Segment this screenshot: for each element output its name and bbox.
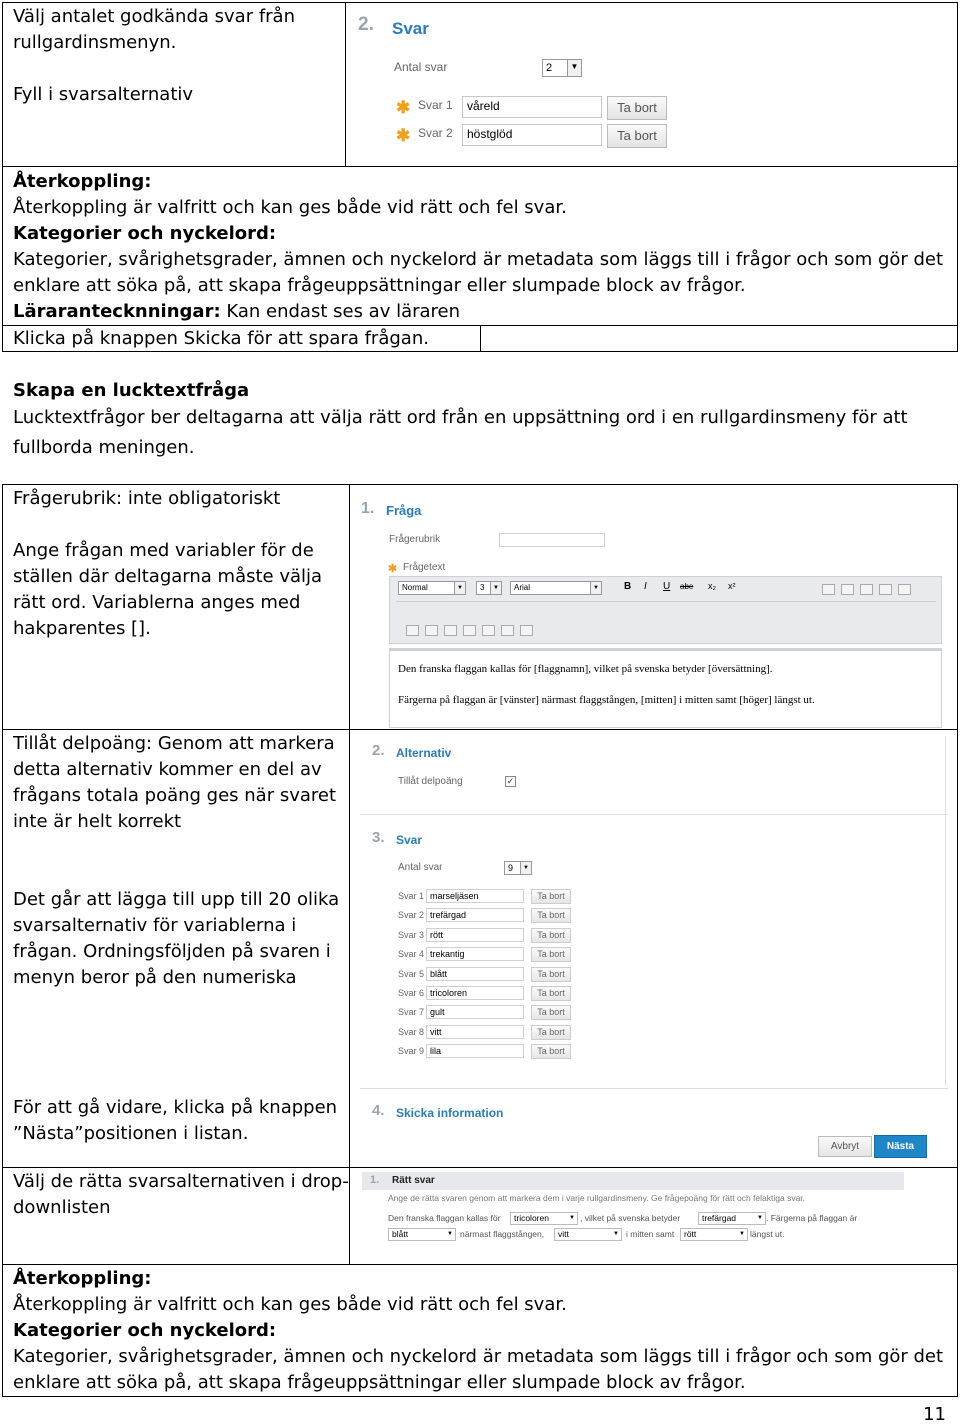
- question-editor[interactable]: [389, 648, 942, 728]
- section-number: 4.: [372, 1102, 385, 1119]
- remove-button[interactable]: Ta bort: [531, 928, 571, 943]
- answers-note-line: Det går att lägga till upp till 20 olika: [13, 889, 340, 910]
- alternativ-svar-screenshot: [360, 736, 948, 1086]
- svar-label: Svar 7: [398, 1007, 425, 1018]
- chevron-down-icon: ▼: [445, 1229, 455, 1240]
- teacher-notes-heading: Lärarantecknningar:: [13, 301, 221, 322]
- spellcheck-icon[interactable]: [822, 584, 835, 595]
- svar-input[interactable]: lila: [426, 1044, 524, 1058]
- size-select-value: 3: [480, 583, 485, 592]
- table2-vertical-divider: [349, 484, 350, 1264]
- answer-dropdown[interactable]: [554, 1228, 622, 1241]
- sentence-fragment: Den franska flaggan kallas för: [388, 1213, 501, 1223]
- table2-row-divider: [2, 729, 958, 730]
- chevron-down-icon: ▼: [520, 862, 531, 874]
- remove-button[interactable]: Ta bort: [607, 96, 667, 120]
- remove-button[interactable]: Ta bort: [531, 947, 571, 962]
- section-number: 3.: [372, 829, 385, 846]
- required-star-icon: ✱: [396, 98, 411, 117]
- chevron-down-icon: ▼: [590, 582, 601, 594]
- remove-button[interactable]: Ta bort: [531, 1005, 571, 1020]
- section-text: fullborda meningen.: [13, 437, 195, 458]
- fragerubrik-label: Frågerubrik: [389, 534, 441, 545]
- top-divider-vertical: [345, 2, 346, 167]
- teacher-notes: [13, 299, 460, 325]
- section-header-bar: [362, 1172, 904, 1190]
- skicka-screenshot: [360, 1088, 948, 1164]
- answer-dropdown[interactable]: [680, 1228, 748, 1241]
- antal-svar-value: 2: [546, 62, 553, 74]
- next-button[interactable]: Nästa: [874, 1135, 927, 1158]
- answer-dropdown-value: trefärgad: [702, 1213, 737, 1223]
- section-title: Fråga: [386, 503, 422, 518]
- image-icon[interactable]: [406, 625, 419, 636]
- answers-note-line: menyn beror på den numeriska: [13, 967, 297, 988]
- answer-dropdown[interactable]: [698, 1212, 766, 1225]
- style-select-value: Normal: [402, 583, 428, 592]
- style-select[interactable]: [398, 581, 466, 595]
- section-title: Svar: [392, 19, 429, 38]
- antal-svar-label: Antal svar: [394, 60, 448, 74]
- select-answers-line: Välj de rätta svarsalternativen i drop-: [13, 1171, 349, 1192]
- paste-icon[interactable]: [841, 584, 854, 595]
- editor-text-line: Färgerna på flaggan är [vänster] närmast flaggstången, [mitten] i mitten samt [höger] längst ut.: [398, 694, 815, 706]
- fragerubrik-input[interactable]: [499, 533, 605, 547]
- categories-heading: Kategorier och nyckelord:: [13, 223, 277, 244]
- categories-text: Kategorier, svårighetsgrader, ämnen och nyckelord är metadata som läggs till i frågor och som gör det: [13, 1346, 944, 1367]
- delpoang-checkbox[interactable]: ✓: [506, 776, 515, 786]
- italic-button[interactable]: I: [644, 581, 647, 592]
- teacher-notes-text: Kan endast ses av läraren: [220, 301, 461, 322]
- select-answers-line: downlisten: [13, 1197, 111, 1218]
- answer-dropdown-value: tricoloren: [514, 1213, 549, 1223]
- cancel-button[interactable]: Avbryt: [818, 1136, 872, 1157]
- remove-button[interactable]: Ta bort: [607, 124, 667, 148]
- page-number: 11: [923, 1404, 946, 1425]
- chevron-down-icon: ▼: [611, 1229, 621, 1240]
- answers-note-line: frågan. Ordningsföljden på svaren i: [13, 941, 331, 962]
- feedback-text: Återkoppling är valfritt och kan ges både vid rätt och fel svar.: [13, 197, 567, 218]
- strikethrough-button[interactable]: abe: [680, 582, 694, 591]
- svar-input[interactable]: rött: [426, 928, 524, 942]
- underline-button[interactable]: U: [663, 581, 671, 592]
- svar-input[interactable]: vitt: [426, 1025, 524, 1039]
- answer-dropdown[interactable]: [388, 1228, 456, 1241]
- feedback-heading: Återkoppling:: [13, 171, 152, 192]
- toolbar-icon-group: [822, 582, 917, 600]
- sentence-fragment: närmast flaggstången,: [460, 1229, 545, 1239]
- partial-credit-note-line: frågans totala poäng ges när svaret: [13, 785, 337, 806]
- remove-button[interactable]: Ta bort: [531, 889, 571, 904]
- sentence-fragment: . Färgerna på flaggan är: [766, 1213, 858, 1223]
- antal-svar-select[interactable]: [542, 59, 582, 77]
- partial-credit-note-line: detta alternativ kommer en del av: [13, 759, 322, 780]
- chevron-down-icon: ▼: [755, 1213, 765, 1224]
- svar-label: Svar 3: [398, 929, 425, 940]
- svar-label: Svar 4: [398, 949, 425, 960]
- categories-text: Kategorier, svårighetsgrader, ämnen och nyckelord är metadata som läggs till i frågor och som gör det: [13, 249, 944, 270]
- svar-label: Svar 2: [398, 910, 425, 921]
- section-divider: [360, 814, 948, 815]
- required-star-icon: ✱: [396, 126, 411, 145]
- svar-input[interactable]: gult: [426, 1005, 524, 1019]
- fraga-screenshot: [355, 492, 950, 728]
- antal-svar-value: 9: [508, 863, 514, 873]
- fragetext-label: Frågetext: [403, 562, 446, 573]
- feedback-text: Återkoppling är valfritt och kan ges både vid rätt och fel svar.: [13, 1294, 567, 1315]
- svar-screenshot: [350, 8, 950, 163]
- section-title: Svar: [396, 833, 423, 847]
- table-icon[interactable]: [501, 625, 514, 636]
- instruction-line: Välj antalet godkända svar från: [13, 6, 295, 27]
- indent-icon[interactable]: [879, 584, 892, 595]
- unlink-icon[interactable]: [482, 625, 495, 636]
- required-star-icon: ✱: [388, 563, 398, 575]
- next-instruction-line: ”Nästa”positionen i listan.: [13, 1123, 249, 1144]
- partial-credit-note-line: inte är helt korrekt: [13, 811, 182, 832]
- section-title: Alternativ: [396, 746, 452, 760]
- media-icon[interactable]: [425, 625, 438, 636]
- toolbar-divider: [396, 601, 936, 602]
- svar-label: Svar 6: [398, 988, 425, 998]
- answer-dropdown-value: rött: [684, 1229, 697, 1239]
- answers-note-line: svarsalternativ för variablerna i: [13, 915, 297, 936]
- table2-row-divider: [2, 1167, 958, 1168]
- remove-button[interactable]: Ta bort: [531, 908, 571, 923]
- answer-dropdown[interactable]: [510, 1212, 578, 1225]
- section-number: 1.: [361, 500, 375, 517]
- chevron-down-icon: ▼: [567, 60, 581, 76]
- link-icon[interactable]: [463, 625, 476, 636]
- question-instruction-line: ställen där deltagarna måste välja: [13, 566, 323, 587]
- table2-row-divider: [2, 1264, 958, 1265]
- answer-dropdown-value: blått: [392, 1229, 409, 1239]
- section-number: 1.: [370, 1174, 380, 1186]
- categories-text: enklare att söka på, att skapa frågeuppsättningar eller slumpade block av frågor.: [13, 275, 746, 296]
- subscript-button[interactable]: x₂: [708, 581, 716, 591]
- panel-edge: [945, 736, 946, 1086]
- sentence-fragment: i mitten samt: [626, 1229, 675, 1239]
- editor-toolbar: [389, 576, 942, 644]
- remove-button[interactable]: Ta bort: [531, 967, 571, 982]
- size-select[interactable]: [476, 581, 502, 595]
- section-number: 2.: [372, 742, 385, 759]
- section-heading: Skapa en lucktextfråga: [13, 380, 250, 401]
- svar-label: Svar 9: [398, 1046, 425, 1057]
- svar-label: Svar 8: [398, 1026, 425, 1037]
- delpoang-label: Tillåt delpoäng: [398, 776, 463, 787]
- svar-input[interactable]: våreld: [462, 96, 602, 118]
- click-instruction: Klicka på knappen Skicka för att spara frågan.: [13, 328, 429, 349]
- outdent-icon[interactable]: [898, 584, 911, 595]
- section-number: 2.: [358, 14, 374, 35]
- sentence-fragment: längst ut.: [750, 1229, 785, 1239]
- chevron-down-icon: ▼: [490, 582, 501, 594]
- question-instruction-line: hakparentes [].: [13, 618, 151, 639]
- svar-input[interactable]: tricoloren: [426, 986, 524, 1000]
- feedback-heading: Återkoppling:: [13, 1268, 152, 1289]
- categories-text: enklare att söka på, att skapa frågeuppsättningar eller slumpade block av frågor.: [13, 1372, 746, 1393]
- chevron-down-icon: ▼: [737, 1229, 747, 1240]
- question-instruction-line: rätt ord. Variablerna anges med: [13, 592, 301, 613]
- svar-input[interactable]: trefärgad: [426, 908, 524, 922]
- antal-svar-label: Antal svar: [398, 862, 443, 873]
- top-divider-horizontal: [2, 166, 958, 167]
- section-title: Rätt svar: [392, 1175, 435, 1186]
- svar-label: Svar 5: [398, 968, 425, 979]
- toolbar-icon-group: [406, 623, 539, 641]
- svar-label: Svar 1: [418, 98, 453, 112]
- svar-input[interactable]: höstglöd: [462, 124, 602, 146]
- rubrik-note: Frågerubrik: inte obligatoriskt: [13, 488, 281, 509]
- list-icon[interactable]: [860, 584, 873, 595]
- chevron-down-icon: ▼: [567, 1213, 577, 1224]
- editor-text-line: Den franska flaggan kallas för [flaggnamn], vilket på svenska betyder [översättning].: [398, 663, 773, 675]
- svar-input[interactable]: blått: [426, 967, 524, 981]
- math-icon[interactable]: [520, 625, 533, 636]
- sentence-fragment: , vilket på svenska betyder: [580, 1213, 681, 1223]
- ratt-svar-screenshot: [362, 1172, 904, 1262]
- instruction-line: rullgardinsmenyn.: [13, 32, 177, 53]
- chevron-down-icon: ▼: [454, 582, 465, 594]
- partial-credit-note-line: Tillåt delpoäng: Genom att markera: [13, 733, 335, 754]
- section-title: Skicka information: [396, 1106, 504, 1120]
- instruction-line: Fyll i svarsalternativ: [13, 84, 194, 105]
- font-select[interactable]: [510, 581, 602, 595]
- answer-dropdown-value: vitt: [558, 1229, 569, 1239]
- instruction-text: Ange de rätta svaren genom att markera dem i varje rullgardinsmeny. Ge frågepoäng för rätt och felaktiga svar.: [388, 1193, 806, 1203]
- svar-label: Svar 1: [398, 891, 425, 901]
- section-divider: [360, 1088, 948, 1089]
- next-instruction-line: För att gå vidare, klicka på knappen: [13, 1097, 338, 1118]
- section-text: Lucktextfrågor ber deltagarna att välja rätt ord från en uppsättning ord i en rullgardinsmeny för att: [13, 407, 908, 428]
- bold-button[interactable]: B: [624, 581, 632, 592]
- svar-input[interactable]: trekantig: [426, 947, 524, 961]
- svar-label: Svar 2: [418, 126, 453, 140]
- top-divider-bottom-cell: [480, 325, 481, 352]
- svar-input[interactable]: marseljäsen: [426, 889, 524, 903]
- superscript-button[interactable]: x²: [728, 581, 736, 591]
- remove-button[interactable]: Ta bort: [531, 1044, 571, 1059]
- remove-button[interactable]: Ta bort: [531, 986, 571, 1001]
- question-instruction-line: Ange frågan med variabler för de: [13, 540, 314, 561]
- remove-button[interactable]: Ta bort: [531, 1025, 571, 1040]
- file-icon[interactable]: [444, 625, 457, 636]
- font-select-value: Arial: [514, 583, 531, 592]
- antal-svar-select[interactable]: [504, 861, 532, 875]
- categories-heading: Kategorier och nyckelord:: [13, 1320, 277, 1341]
